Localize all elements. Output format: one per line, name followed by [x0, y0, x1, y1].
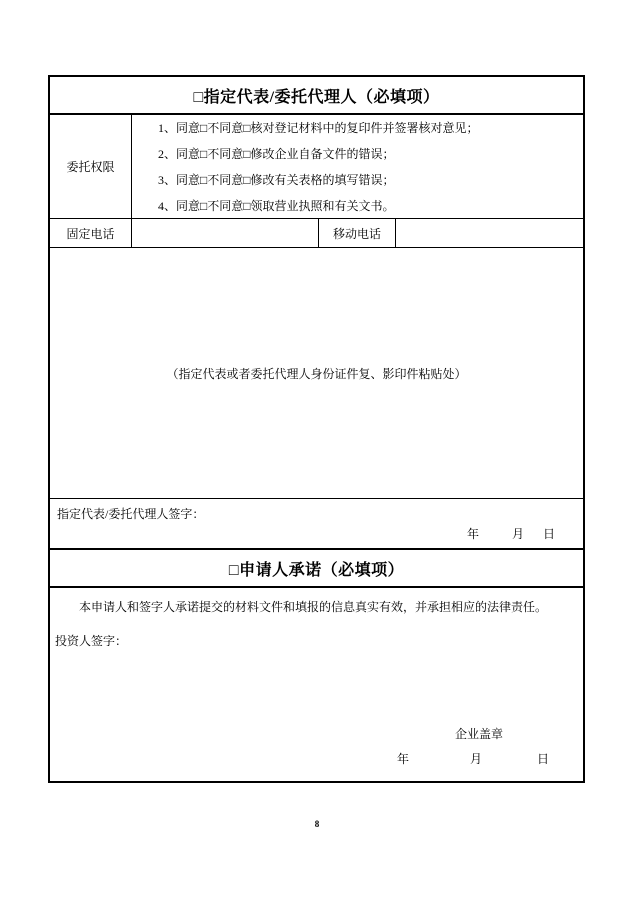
- mobile-phone-label-cell: [319, 219, 396, 247]
- agent-signature-row[interactable]: [50, 499, 583, 550]
- page-number: 8: [314, 819, 320, 829]
- id-paste-note: （指定代表或者委托代理人身份证件复、影印件粘贴处）: [166, 366, 467, 381]
- authority-option-4[interactable]: 4、同意□不同意□领取营业执照和有关文书。: [158, 198, 395, 213]
- authority-label-cell: [50, 115, 132, 218]
- authority-option-2[interactable]: 2、同意□不同意□修改企业自备文件的错误；: [158, 146, 395, 161]
- section2-title: □申请人承诺（必填项）: [228, 561, 405, 579]
- authority-option-1[interactable]: 1、同意□不同意□核对登记材料中的复印件并签署核对意见；: [158, 120, 479, 135]
- commitment-date: [50, 750, 583, 766]
- section2-header: [50, 550, 583, 588]
- date-year-label: 年: [466, 527, 479, 541]
- date-year-label: 年: [397, 752, 410, 766]
- authority-options-cell: [132, 115, 583, 218]
- registration-form-table: [48, 75, 585, 783]
- mobile-phone-input[interactable]: [396, 219, 583, 247]
- date-month-label: 月: [470, 752, 483, 766]
- investor-signature-label: 投资人签字：: [55, 634, 128, 648]
- agent-signature-date: [467, 525, 555, 542]
- authority-option-3[interactable]: 3、同意□不同意□修改有关表格的填写错误；: [158, 172, 395, 187]
- section1-header: [50, 77, 583, 115]
- mobile-phone-label: 移动电话: [332, 226, 381, 241]
- fixed-phone-input[interactable]: [132, 219, 319, 247]
- agent-signature-label: 指定代表/委托代理人签字：: [57, 507, 205, 521]
- date-month-label: 月: [511, 527, 524, 541]
- id-paste-area[interactable]: [50, 248, 583, 499]
- authority-row: [50, 115, 583, 219]
- company-seal-label: 企业盖章: [454, 727, 503, 741]
- commitment-row: [50, 588, 583, 781]
- fixed-phone-label-cell: [50, 219, 132, 247]
- commitment-text: 本申请人和签字人承诺提交的材料文件和填报的信息真实有效，并承担相应的法律责任。: [79, 600, 548, 614]
- date-day-label: 日: [537, 752, 550, 766]
- section1-title: □指定代表/委托代理人（必填项）: [193, 88, 440, 106]
- authority-label: 委托权限: [66, 160, 115, 174]
- date-day-label: 日: [542, 527, 555, 541]
- fixed-phone-label: 固定电话: [66, 226, 115, 241]
- phone-row: [50, 219, 583, 248]
